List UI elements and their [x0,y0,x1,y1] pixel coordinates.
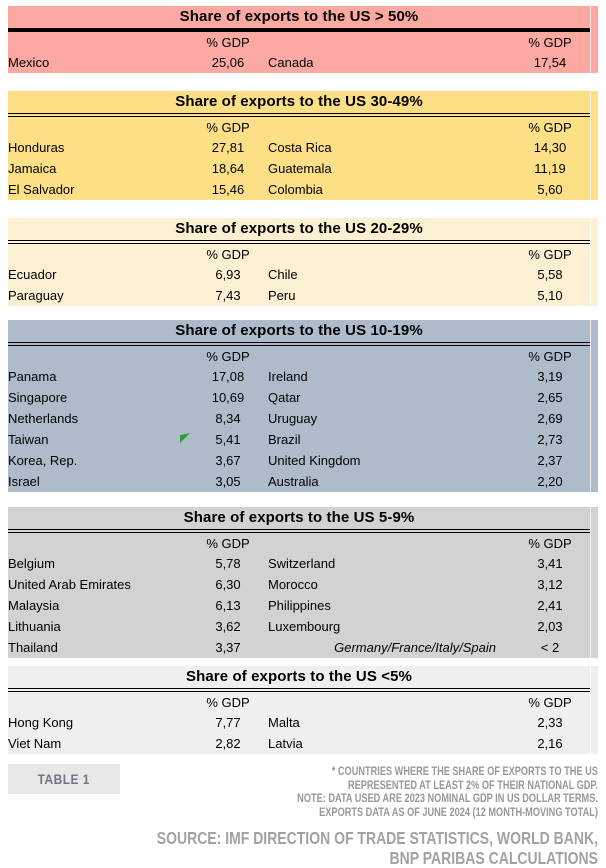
country-cell: Ecuador [8,267,57,282]
header-spacer-cell [268,533,510,553]
country-cell: Peru [268,288,296,303]
country-cell: Luxembourg [268,619,341,634]
header-spacer-cell [8,692,188,712]
section-title: Share of exports to the US 20-29% [8,218,590,244]
value-cell: 3,05 [215,474,241,489]
country-cell: Honduras [8,140,65,155]
header-spacer-cell [268,32,510,52]
value-cell: 2,82 [215,736,241,751]
bucket-section-0 [8,6,598,73]
country-cell: Panama [8,369,57,384]
table-row [8,52,590,73]
column-header-row [8,117,590,137]
column-header-row [8,533,590,553]
header-spacer-cell [8,346,188,366]
footnote-line: REPRESENTED AT LEAST 2% OF THEIR NATIONAL GDP. [348,779,598,792]
value-cell: 5,78 [215,556,241,571]
header-spacer-cell [268,117,510,137]
footnotes [222,764,598,820]
source-line: BNP PARIBAS CALCULATIONS [389,848,598,868]
table-row [8,637,590,658]
header-spacer-cell [268,244,510,264]
header-spacer-cell [8,32,188,52]
value-cell: 5,41 [188,429,268,450]
country-cell: Viet Nam [8,736,62,751]
country-cell: Switzerland [268,556,336,571]
country-cell: Singapore [8,390,68,405]
value-cell: 3,12 [537,577,563,592]
footnote-line: NOTE: DATA USED ARE 2023 NOMINAL GDP IN US DOLLAR TERMS. [297,793,598,805]
country-cell: Mexico [8,55,50,70]
table-row [8,285,590,306]
country-cell: Australia [268,474,319,489]
value-cell: 2,33 [537,715,563,730]
bucket-section-5 [8,666,598,754]
value-cell: 3,67 [215,453,241,468]
table-row [8,450,590,471]
value-cell: 3,19 [537,369,563,384]
country-cell: Paraguay [8,288,64,303]
value-cell: 17,54 [533,55,567,70]
bucket-table [8,533,590,658]
value-cell: 15,46 [211,182,245,197]
source-line: SOURCE: IMF DIRECTION OF TRADE STATISTICS, WORLD BANK, [156,828,598,848]
value-cell: 2,16 [537,736,563,751]
gdp-col-header: % GDP [206,535,250,551]
table-row [8,733,590,754]
table-row [8,137,590,158]
country-cell: Latvia [268,736,303,751]
value-cell: 2,37 [537,453,563,468]
country-cell: Qatar [268,390,301,405]
country-cell: Taiwan [8,432,49,447]
country-cell: Philippines [268,598,331,613]
section-title: Share of exports to the US 10-19% [8,320,590,346]
value-cell: 8,34 [215,411,241,426]
section-title: Share of exports to the US > 50% [8,6,590,32]
country-cell: Guatemala [268,161,332,176]
header-spacer-cell [8,244,188,264]
gdp-col-header: % GDP [528,535,572,551]
value-cell: 5,10 [537,288,563,303]
value-cell: 17,08 [211,369,245,384]
country-cell: Brazil [268,432,301,447]
footnote-line: * COUNTRIES WHERE THE SHARE OF EXPORTS TO THE US [331,766,598,778]
value-cell: 2,73 [537,432,563,447]
header-spacer-cell [8,117,188,137]
country-cell: Netherlands [8,411,79,426]
value-cell: 2,41 [537,598,563,613]
gdp-col-header: % GDP [528,119,572,135]
bucket-section-3 [8,320,598,492]
value-cell: 3,37 [215,640,241,655]
country-cell: Ireland [268,369,308,384]
value-cell: 5,58 [537,267,563,282]
country-cell: Malaysia [8,598,60,613]
value-cell: 3,62 [215,619,241,634]
country-cell: Lithuania [8,619,61,634]
bucket-section-content [8,91,591,200]
country-cell: Chile [268,267,298,282]
table-number-label: TABLE 1 [37,771,91,787]
value-cell: 6,30 [215,577,241,592]
country-cell: Germany/France/Italy/Spain [334,640,496,655]
bucket-section-content [8,666,591,754]
bucket-table [8,346,590,492]
bucket-table [8,32,590,73]
bucket-table [8,117,590,200]
table-row [8,158,590,179]
table-row [8,366,590,387]
table-row [8,387,590,408]
country-cell: United Kingdom [268,453,361,468]
column-header-row [8,32,590,52]
column-header-row [8,692,590,712]
value-cell: 2,65 [537,390,563,405]
gdp-col-header: % GDP [528,34,572,50]
country-cell: Colombia [268,182,323,197]
value-cell: 2,69 [537,411,563,426]
table-row [8,616,590,637]
value-cell: 25,06 [211,55,245,70]
value-cell: 10,69 [211,390,245,405]
export-share-tables [0,6,606,754]
value-cell: 2,03 [537,619,563,634]
table-number-badge [8,764,120,794]
bucket-table [8,244,590,306]
table-row [8,429,590,450]
value-cell: 11,19 [534,161,566,176]
table-row [8,408,590,429]
country-cell: Belgium [8,556,55,571]
country-cell: Morocco [268,577,318,592]
table-row [8,471,590,492]
country-cell: Hong Kong [8,715,74,730]
gdp-col-header: % GDP [528,246,572,262]
column-header-row [8,346,590,366]
country-cell: Korea, Rep. [8,453,78,468]
gdp-col-header: % GDP [206,34,250,50]
gdp-col-header: % GDP [206,694,250,710]
table-row [8,712,590,733]
table-row [8,553,590,574]
country-cell: United Arab Emirates [8,577,131,592]
gdp-col-header: % GDP [206,119,250,135]
country-cell: Thailand [8,640,58,655]
gdp-col-header: % GDP [528,348,572,364]
section-title: Share of exports to the US 30-49% [8,91,590,117]
bucket-section-2 [8,218,598,306]
value-cell: < 2 [540,640,560,655]
bucket-section-content [8,218,591,306]
table-row [8,595,590,616]
bucket-section-content [8,507,591,658]
gdp-col-header: % GDP [206,348,250,364]
table-row [8,264,590,285]
value-cell: 6,13 [215,598,241,613]
bucket-section-content [8,6,591,73]
bucket-section-4 [8,507,598,658]
table-row [8,179,590,200]
country-cell: Malta [268,715,300,730]
value-cell: 2,20 [537,474,563,489]
header-spacer-cell [268,692,510,712]
value-cell: 6,93 [215,267,241,282]
section-title: Share of exports to the US 5-9% [8,507,590,533]
value-cell: 7,77 [215,715,241,730]
country-cell: Jamaica [8,161,57,176]
gdp-col-header: % GDP [528,694,572,710]
country-cell: Canada [268,55,314,70]
header-spacer-cell [268,346,510,366]
value-cell: 3,41 [537,556,563,571]
section-title: Share of exports to the US <5% [8,666,590,692]
value-cell: 14,30 [533,140,567,155]
column-header-row [8,244,590,264]
value-cell: 5,60 [537,182,563,197]
source-attribution [8,828,598,868]
value-cell: 27,81 [211,140,245,155]
country-cell: Uruguay [268,411,318,426]
table-row [8,574,590,595]
country-cell: El Salvador [8,182,75,197]
footnote-line: EXPORTS DATA AS OF JUNE 2024 (12 MONTH-MOVING TOTAL) [319,806,598,819]
bucket-section-content [8,320,591,492]
value-cell: 7,43 [215,288,241,303]
country-cell: Israel [8,474,40,489]
value-cell: 18,64 [211,161,245,176]
bucket-table [8,692,590,754]
country-cell: Costa Rica [268,140,332,155]
figure-footer [8,764,598,820]
gdp-col-header: % GDP [206,246,250,262]
bucket-section-1 [8,91,598,200]
header-spacer-cell [8,533,188,553]
